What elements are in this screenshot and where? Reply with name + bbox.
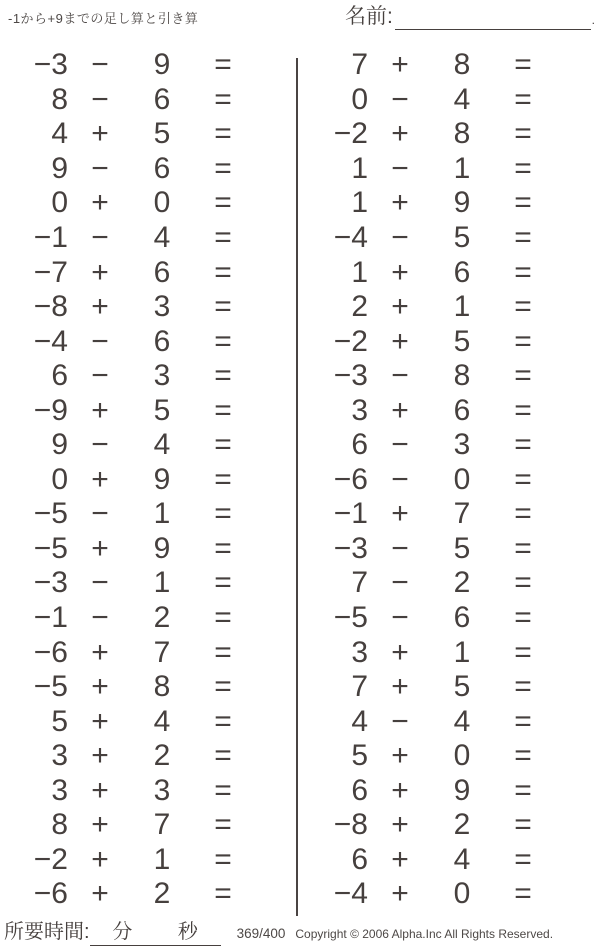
operand-1: −1	[33, 601, 68, 635]
operator: −	[391, 531, 409, 565]
column-divider	[296, 58, 298, 916]
operator: −	[391, 82, 409, 116]
equals-sign: =	[214, 462, 232, 496]
operand-2: 0	[453, 877, 471, 911]
operand-1: 5	[51, 704, 68, 738]
operand-2: 0	[153, 186, 171, 220]
copyright-notice: Copyright © 2006 Alpha.Inc All Rights Reserved.	[295, 927, 554, 941]
problem-row	[300, 48, 596, 83]
operator: +	[91, 842, 109, 876]
operand-1: 6	[351, 428, 368, 462]
operand-1: 3	[351, 393, 368, 427]
operator: −	[91, 48, 109, 82]
operand-1: −2	[333, 117, 368, 151]
problem-row	[300, 532, 596, 567]
operand-1: −8	[33, 290, 68, 324]
operand-2: 9	[453, 773, 471, 807]
equals-sign: =	[214, 566, 232, 600]
equals-sign: =	[214, 393, 232, 427]
equals-sign: =	[214, 670, 232, 704]
equals-sign: =	[214, 877, 232, 911]
problem-row	[0, 497, 296, 532]
operator: −	[91, 497, 109, 531]
operator: −	[391, 462, 409, 496]
problem-row	[0, 843, 296, 878]
operand-2: 5	[153, 117, 171, 151]
operand-2: 9	[453, 186, 471, 220]
equals-sign: =	[514, 773, 532, 807]
operand-1: 9	[51, 428, 68, 462]
equals-sign: =	[514, 324, 532, 358]
operand-1: 7	[351, 670, 368, 704]
problems-area	[0, 48, 600, 912]
operand-2: 4	[153, 704, 171, 738]
problem-row	[0, 704, 296, 739]
equals-sign: =	[514, 877, 532, 911]
operand-1: −2	[333, 324, 368, 358]
problem-row	[0, 221, 296, 256]
operand-1: 5	[351, 739, 368, 773]
operand-1: 1	[351, 186, 368, 220]
operator: −	[91, 324, 109, 358]
operand-1: −3	[333, 531, 368, 565]
problem-row	[0, 532, 296, 567]
operand-2: 7	[153, 808, 171, 842]
operand-2: 8	[453, 48, 471, 82]
footer	[0, 915, 600, 946]
operand-2: 6	[453, 393, 471, 427]
operand-2: 4	[453, 842, 471, 876]
operator: +	[391, 808, 409, 842]
problem-row	[300, 152, 596, 187]
operator: +	[91, 255, 109, 289]
operand-1: 9	[51, 151, 68, 185]
operand-1: 3	[51, 739, 68, 773]
operand-1: −8	[333, 808, 368, 842]
operand-1: 6	[351, 842, 368, 876]
operand-2: 6	[153, 324, 171, 358]
problem-row	[0, 670, 296, 705]
operand-2: 3	[453, 428, 471, 462]
problem-row	[0, 152, 296, 187]
seconds-label: 秒	[177, 921, 198, 943]
operand-1: −6	[33, 635, 68, 669]
equals-sign: =	[514, 842, 532, 876]
problem-row	[0, 739, 296, 774]
operator: −	[391, 704, 409, 738]
equals-sign: =	[514, 808, 532, 842]
operand-1: −4	[333, 221, 368, 254]
operand-1: 0	[51, 462, 68, 496]
time-blank-line	[90, 915, 221, 946]
problem-row	[0, 324, 296, 359]
operator: +	[91, 739, 109, 773]
equals-sign: =	[514, 428, 532, 462]
problem-row	[0, 773, 296, 808]
operand-2: 2	[153, 877, 171, 911]
equals-sign: =	[514, 497, 532, 531]
problem-row	[300, 566, 596, 601]
operand-2: 6	[153, 255, 171, 289]
equals-sign: =	[214, 290, 232, 324]
operator: −	[91, 359, 109, 393]
equals-sign: =	[214, 739, 232, 773]
operand-2: 9	[153, 531, 171, 565]
equals-sign: =	[214, 773, 232, 807]
operator: +	[91, 877, 109, 911]
problem-row	[300, 739, 596, 774]
operand-2: 3	[153, 773, 171, 807]
equals-sign: =	[514, 359, 532, 393]
operand-1: 6	[51, 359, 68, 393]
equals-sign: =	[214, 48, 232, 82]
problem-row	[0, 635, 296, 670]
operator: −	[91, 82, 109, 116]
operand-1: −1	[33, 221, 68, 254]
operand-2: 6	[453, 601, 471, 635]
problem-row	[0, 83, 296, 118]
operand-1: −3	[33, 566, 68, 600]
problem-row	[300, 808, 596, 843]
operand-1: 1	[351, 151, 368, 185]
problem-row	[0, 186, 296, 221]
equals-sign: =	[214, 497, 232, 531]
operand-1: −4	[33, 324, 68, 358]
problem-row	[0, 808, 296, 843]
equals-sign: =	[214, 704, 232, 738]
operand-2: 1	[153, 842, 171, 876]
operand-1: −5	[33, 670, 68, 704]
operand-1: 2	[351, 290, 368, 324]
operator: +	[391, 842, 409, 876]
equals-sign: =	[514, 635, 532, 669]
operator: −	[91, 601, 109, 635]
equals-sign: =	[514, 186, 532, 220]
problem-row	[300, 635, 596, 670]
operand-2: 3	[153, 290, 171, 324]
operator: +	[391, 635, 409, 669]
equals-sign: =	[214, 531, 232, 565]
equals-sign: =	[514, 704, 532, 738]
equals-sign: =	[514, 739, 532, 773]
operand-1: −3	[333, 359, 368, 393]
page-number: 369/400	[236, 926, 286, 941]
equals-sign: =	[514, 601, 532, 635]
operand-2: 9	[153, 462, 171, 496]
equals-sign: =	[514, 255, 532, 289]
operator: +	[391, 290, 409, 324]
operand-1: 7	[351, 566, 368, 600]
operand-1: 4	[351, 704, 368, 738]
problem-row	[0, 255, 296, 290]
equals-sign: =	[214, 635, 232, 669]
operator: −	[391, 151, 409, 185]
operator: +	[391, 117, 409, 151]
name-label: 名前:	[345, 5, 393, 28]
time-required-label: 所要時間:	[4, 921, 90, 943]
minutes-label: 分	[112, 921, 133, 943]
problem-row	[300, 255, 596, 290]
operand-1: 4	[51, 117, 68, 151]
problem-row	[0, 117, 296, 152]
operand-1: −5	[33, 497, 68, 531]
operator: +	[91, 773, 109, 807]
equals-sign: =	[514, 462, 532, 496]
operator: −	[91, 566, 109, 600]
problem-row	[300, 497, 596, 532]
problem-row	[300, 393, 596, 428]
operator: −	[391, 601, 409, 635]
operator: −	[391, 359, 409, 393]
operand-1: −2	[33, 842, 68, 876]
problem-row	[300, 773, 596, 808]
operator: +	[391, 48, 409, 82]
operator: −	[91, 151, 109, 185]
equals-sign: =	[514, 531, 532, 565]
operator: +	[91, 808, 109, 842]
operand-2: 5	[453, 324, 471, 358]
equals-sign: =	[514, 290, 532, 324]
problem-row	[300, 359, 596, 394]
problem-row	[300, 670, 596, 705]
operator: +	[91, 186, 109, 220]
operand-2: 1	[153, 566, 171, 600]
operand-1: 8	[51, 82, 68, 116]
operator: +	[391, 739, 409, 773]
problem-row	[0, 359, 296, 394]
problem-row	[300, 704, 596, 739]
equals-sign: =	[514, 393, 532, 427]
name-field	[345, 4, 595, 30]
operand-2: 6	[153, 82, 171, 116]
operand-1: 3	[351, 635, 368, 669]
problem-row	[300, 221, 596, 256]
problem-row	[300, 463, 596, 498]
operator: +	[391, 497, 409, 531]
operand-2: 4	[453, 704, 471, 738]
equals-sign: =	[214, 324, 232, 358]
operand-1: −9	[33, 393, 68, 427]
operand-2: 8	[153, 670, 171, 704]
operand-2: 4	[153, 221, 171, 254]
operand-1: −6	[33, 877, 68, 911]
operand-2: 1	[453, 635, 471, 669]
operator: −	[91, 428, 109, 462]
operand-2: 5	[453, 221, 471, 254]
operator: +	[391, 186, 409, 220]
equals-sign: =	[214, 186, 232, 220]
problem-row	[300, 428, 596, 463]
operand-2: 5	[453, 531, 471, 565]
operand-2: 7	[153, 635, 171, 669]
problems-column-left	[0, 48, 296, 912]
operator: +	[391, 877, 409, 911]
equals-sign: =	[214, 428, 232, 462]
operand-2: 9	[153, 48, 171, 82]
operator: −	[91, 221, 109, 254]
problem-row	[300, 601, 596, 636]
equals-sign: =	[514, 566, 532, 600]
problems-column-right	[300, 48, 596, 912]
operand-1: 0	[351, 82, 368, 116]
equals-sign: =	[214, 82, 232, 116]
problem-row	[0, 290, 296, 325]
operand-1: 3	[51, 773, 68, 807]
worksheet-title: -1から+9までの足し算と引き算	[8, 11, 199, 26]
operator: +	[91, 670, 109, 704]
name-line-end-mark: .	[591, 13, 595, 27]
operand-1: −4	[333, 877, 368, 911]
operand-2: 7	[453, 497, 471, 531]
problem-row	[0, 48, 296, 83]
operator: +	[91, 393, 109, 427]
equals-sign: =	[214, 808, 232, 842]
operand-1: −1	[333, 497, 368, 531]
operand-1: −7	[33, 255, 68, 289]
problem-row	[300, 877, 596, 912]
operand-1: 1	[351, 255, 368, 289]
operand-2: 2	[153, 601, 171, 635]
operand-2: 1	[453, 290, 471, 324]
equals-sign: =	[214, 117, 232, 151]
problem-row	[300, 843, 596, 878]
operand-2: 6	[153, 151, 171, 185]
operator: +	[91, 117, 109, 151]
operand-2: 6	[453, 255, 471, 289]
operand-2: 4	[453, 82, 471, 116]
equals-sign: =	[214, 601, 232, 635]
operator: +	[91, 462, 109, 496]
operator: +	[91, 531, 109, 565]
equals-sign: =	[214, 221, 232, 254]
problem-row	[0, 877, 296, 912]
operand-2: 0	[453, 462, 471, 496]
operator: −	[391, 221, 409, 254]
equals-sign: =	[514, 151, 532, 185]
operand-2: 8	[453, 117, 471, 151]
operand-1: −3	[33, 48, 68, 82]
operand-1: −5	[333, 601, 368, 635]
operator: −	[391, 566, 409, 600]
operand-2: 3	[153, 359, 171, 393]
operand-1: 0	[51, 186, 68, 220]
operator: +	[391, 773, 409, 807]
operator: +	[91, 635, 109, 669]
name-blank-line	[395, 5, 591, 30]
operand-1: −5	[33, 531, 68, 565]
equals-sign: =	[514, 221, 532, 254]
problem-row	[300, 186, 596, 221]
equals-sign: =	[514, 82, 532, 116]
problem-row	[0, 463, 296, 498]
problem-row	[0, 566, 296, 601]
operand-2: 1	[453, 151, 471, 185]
problem-row	[300, 117, 596, 152]
operand-2: 5	[153, 393, 171, 427]
operand-2: 1	[153, 497, 171, 531]
operand-2: 2	[453, 808, 471, 842]
problem-row	[300, 83, 596, 118]
operator: +	[391, 670, 409, 704]
problem-row	[0, 393, 296, 428]
operand-2: 2	[453, 566, 471, 600]
problem-row	[0, 428, 296, 463]
operand-1: −6	[333, 462, 368, 496]
operand-2: 0	[453, 739, 471, 773]
equals-sign: =	[214, 151, 232, 185]
operand-2: 8	[453, 359, 471, 393]
equals-sign: =	[514, 48, 532, 82]
operand-1: 7	[351, 48, 368, 82]
operand-2: 4	[153, 428, 171, 462]
equals-sign: =	[214, 842, 232, 876]
operand-1: 8	[51, 808, 68, 842]
equals-sign: =	[214, 359, 232, 393]
equals-sign: =	[214, 255, 232, 289]
operator: +	[391, 393, 409, 427]
problem-row	[300, 290, 596, 325]
operator: +	[391, 324, 409, 358]
equals-sign: =	[514, 117, 532, 151]
operand-2: 2	[153, 739, 171, 773]
operator: −	[391, 428, 409, 462]
operand-1: 6	[351, 773, 368, 807]
problem-row	[300, 324, 596, 359]
operator: +	[391, 255, 409, 289]
operator: +	[91, 290, 109, 324]
equals-sign: =	[514, 670, 532, 704]
problem-row	[0, 601, 296, 636]
operand-2: 5	[453, 670, 471, 704]
operator: +	[91, 704, 109, 738]
